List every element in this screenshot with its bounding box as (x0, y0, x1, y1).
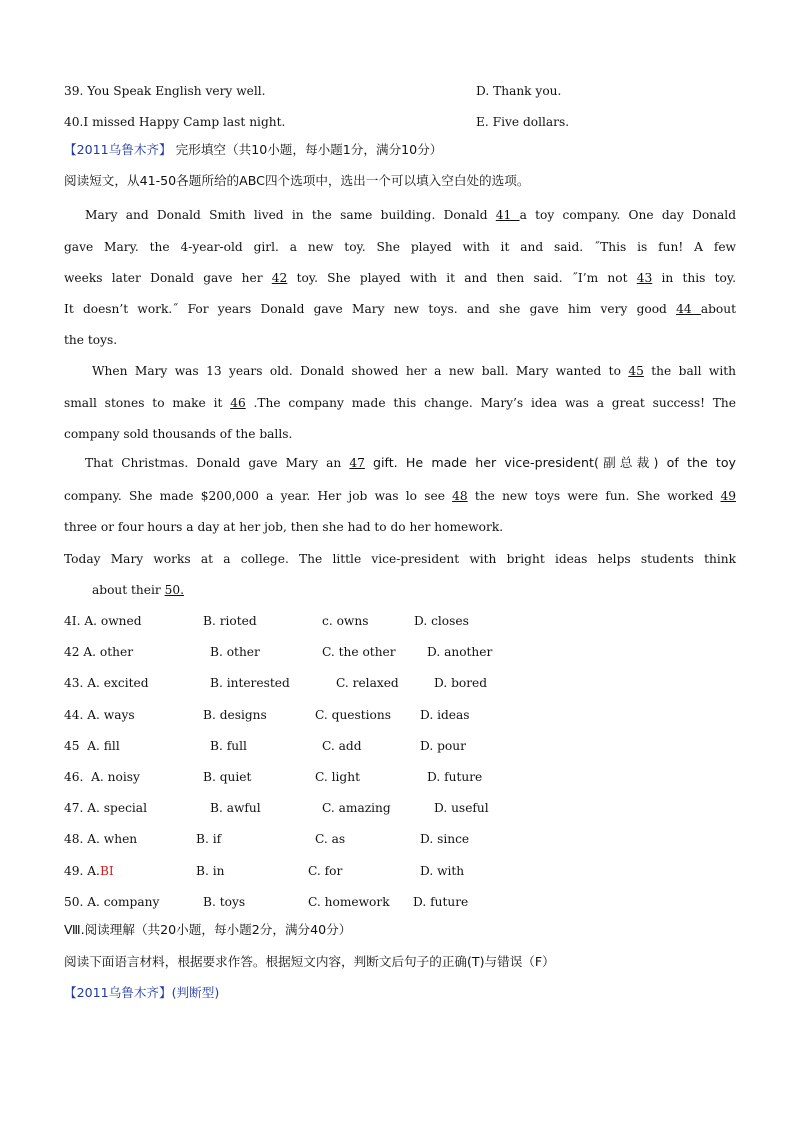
match-answer-d: D. Thank you. (476, 84, 562, 98)
match-item-40: 40.I missed Happy Camp last night. (64, 115, 286, 129)
passage-line: three or four hours a day at her job, then she had to do her homework. (64, 520, 504, 534)
passage-line: When Mary was 13 years old. Donald showed her a new ball. Mary wanted to 45 the ball with (92, 364, 737, 378)
blank-50: 50. (164, 583, 184, 597)
blank-42: 42 (271, 271, 288, 285)
answer-mark: BI (99, 864, 114, 878)
blank-45: 45 (628, 364, 644, 378)
blank-44: 44 (676, 302, 701, 316)
passage-line: Mary and Donald Smith lived in the same building. Donald 41 a toy company. One day Donald (85, 208, 736, 222)
reading-source-tag: 【2011乌鲁木齐】(判断型) (64, 985, 220, 1000)
blank-43: 43 (636, 271, 653, 285)
match-item-39: 39. You Speak English very well. (64, 84, 266, 98)
source-tag: 【2011乌鲁木齐】 (64, 142, 172, 157)
blank-49: 49 (720, 489, 737, 503)
passage-line: about their 50. (92, 583, 184, 597)
passage-line: company sold thousands of the balls. (64, 427, 293, 441)
passage-line: the toys. (64, 333, 118, 347)
cloze-heading: 【2011乌鲁木齐】 完形填空（共10小题，每小题1分，满分10分） (64, 142, 443, 157)
passage-line: That Christmas. Donald gave Mary an 47 gift. He made her vice-president(副总裁) of the toy (85, 455, 737, 470)
blank-48: 48 (452, 489, 468, 503)
blank-41: 41 (495, 208, 520, 222)
blank-46: 46 (230, 396, 246, 410)
match-answer-e: E. Five dollars. (476, 115, 570, 129)
passage-line: Today Mary works at a college. The little vice-president with bright ideas helps students think (64, 552, 736, 566)
reading-heading: Ⅷ.阅读理解（共20小题，每小题2分，满分40分） (64, 922, 352, 937)
cloze-instruction: 阅读短文，从41-50各题所给的ABC四个选项中，选出一个可以填入空白处的选项。 (64, 173, 530, 188)
passage-line: weeks later Donald gave her 42 toy. She played with it and then said. ˝I’m not 43 in this toy. (64, 271, 737, 285)
passage-line: It doesn’t work.˝ For years Donald gave Mary new toys. and she gave him very good 44 about (64, 302, 736, 316)
reading-instruction: 阅读下面语言材料，根据要求作答。根据短文内容，判断文后句子的正确(T)与错误（F） (64, 954, 555, 969)
passage-line: company. She made $200,000 a year. Her job was lo see 48 the new toys were fun. She worked 49 (64, 489, 737, 503)
passage-line: gave Mary. the 4-year-old girl. a new toy. She played with it and said. ˝This is fun! A few (64, 240, 736, 254)
passage-line: small stones to make it 46 .The company made this change. Mary’s idea was a great success! The (64, 396, 736, 410)
blank-47: 47 (349, 456, 365, 470)
